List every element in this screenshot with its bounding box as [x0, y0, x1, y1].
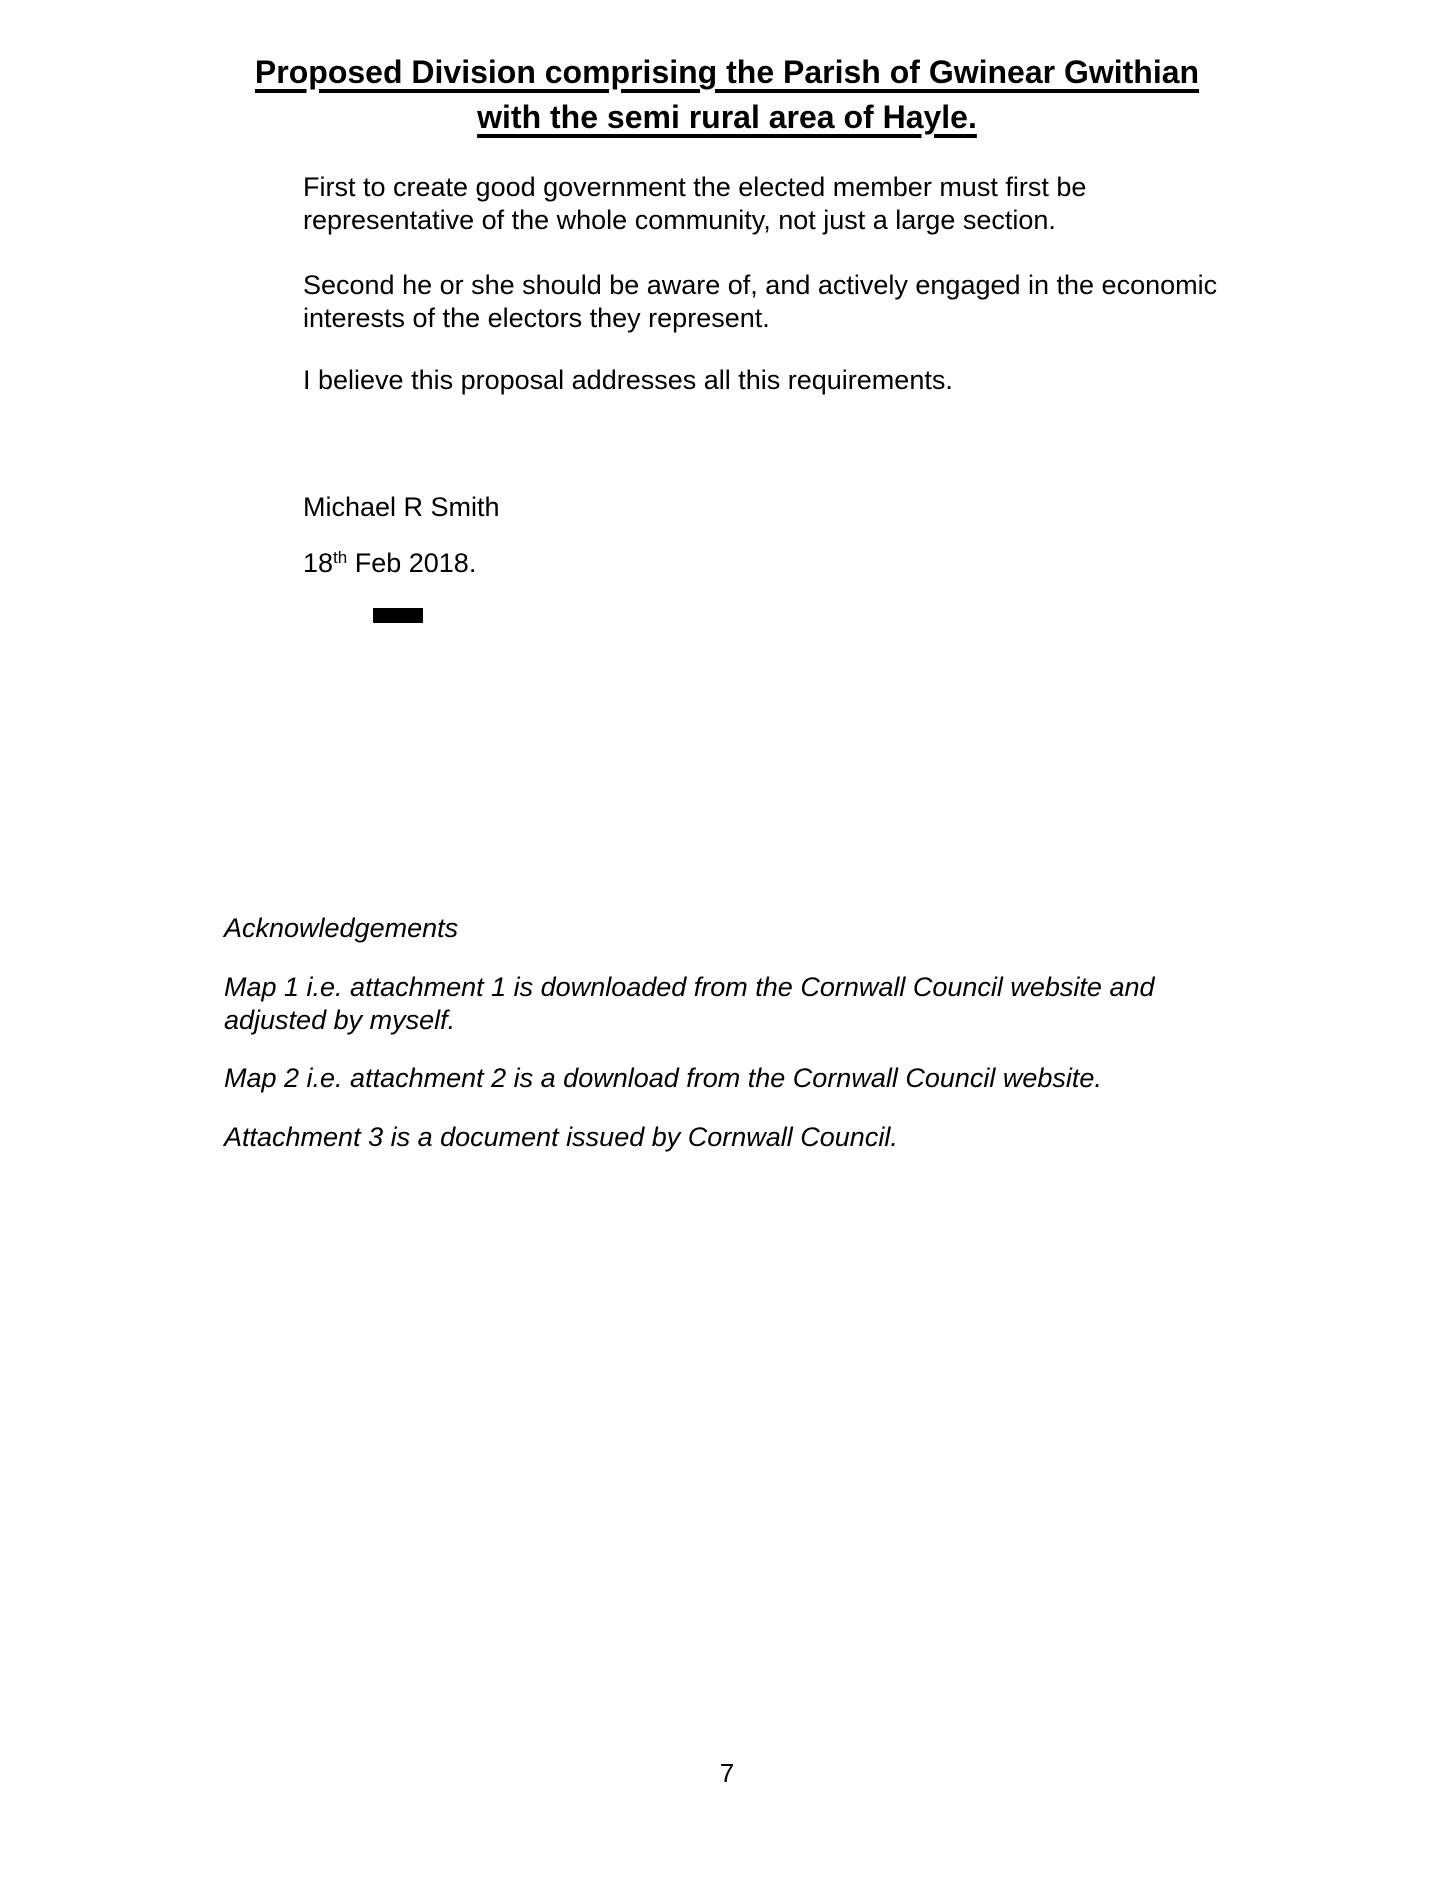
- document-title-line-2: with the semi rural area of Hayle.: [477, 99, 977, 135]
- paragraph-second-line-1: Second he or she should be aware of, and actively engaged in the economic: [303, 270, 1218, 300]
- paragraph-first: [303, 171, 1086, 237]
- acknowledgement-map-2-line-1: Map 2 i.e. attachment 2 is a download from the Cornwall Council website.: [224, 1063, 1102, 1093]
- acknowledgement-map-1-line-2: adjusted by myself.: [224, 1005, 456, 1035]
- document-title: [0, 50, 1454, 140]
- date-day: 18: [303, 548, 334, 578]
- paragraph-first-line-2: representative of the whole community, not just a large section.: [303, 205, 1056, 235]
- acknowledgement-attachment-3: [224, 1121, 898, 1154]
- date-rest: Feb 2018.: [347, 548, 477, 578]
- signature-name: Michael R Smith: [303, 492, 500, 522]
- paragraph-belief: [303, 364, 953, 397]
- paragraph-second-line-2: interests of the electors they represent.: [303, 303, 770, 333]
- acknowledgement-map-1-line-1: Map 1 i.e. attachment 1 is downloaded from the Cornwall Council website and: [224, 972, 1155, 1002]
- paragraph-first-line-1: First to create good government the elected member must first be: [303, 172, 1087, 202]
- date-ordinal: th: [333, 548, 348, 567]
- paragraph-second: [303, 269, 1217, 335]
- acknowledgements-heading: Acknowledgements: [224, 913, 459, 943]
- page-number: 7: [719, 1758, 735, 1788]
- paragraph-belief-line-1: I believe this proposal addresses all this requirements.: [303, 365, 953, 395]
- acknowledgement-attachment-3-line-1: Attachment 3 is a document issued by Cornwall Council.: [224, 1122, 898, 1152]
- acknowledgement-map-2: [224, 1062, 1102, 1095]
- acknowledgement-map-1: [224, 971, 1155, 1037]
- document-title-line-1: Proposed Division comprising the Parish of Gwinear Gwithian: [254, 54, 1200, 90]
- redaction-bar: [373, 608, 423, 623]
- date-line: [303, 547, 476, 583]
